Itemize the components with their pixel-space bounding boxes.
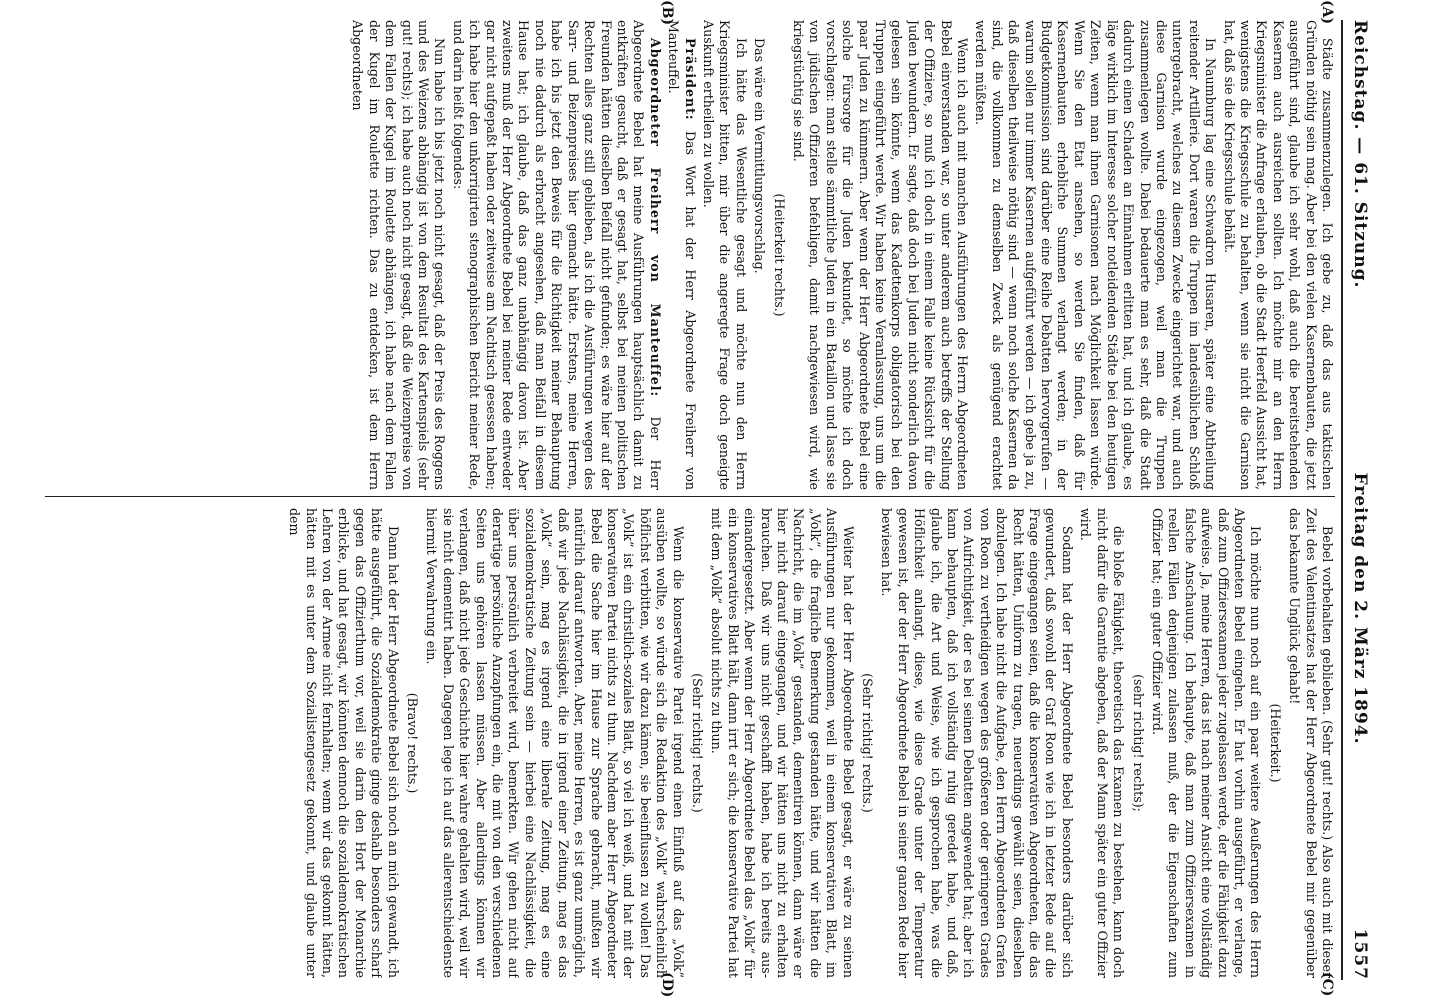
paragraph-text: (Heiterkeit rechts.): [771, 193, 787, 317]
paragraph-text: die bloße Fähigkeit, theoretisch das Examen zu bestehen, kann doch nicht dafür die Garantie abgeben, daß der Mann später ein guter Offizier wird.: [1078, 508, 1127, 978]
paragraph-text: Dann hat der Herr Abgeordnete Bebel sich noch an mich gewandt, ich hätte ausgeführt, die Sozialdemokratie ginge deshalb besonders scharf gegen das Offizierthum vor, weil sie darin den Hort der Monarchie erblicke, und hat gesagt, wir könnten dennoch die sozialdemokratischen Lehren von der Armee nicht fernhalten; wenn wir das gekonnt hätten, hätten mit es unter dem Sozialistengesetz gekonnt, und glaube unter dem: [287, 508, 401, 978]
speaker-name: Abgeordneter Freiherr von Manteuffel:: [647, 38, 663, 398]
paragraph: [790, 20, 970, 490]
paragraph-text: Ich hätte das Wesentliche gesagt und möchte nun den Herrn Kriegsminister bitten, mir über die angeregte Frage doch geneigte Auskunft ertheilen zu wollen.: [700, 20, 749, 490]
paragraph-text: Weiter hat der Herr Abgeordnete Bebel gesagt, er wäre zu seinen Ausführungen nur gekommen, weil in einem konservativen Blatt, im „Volk“, die fragliche Bemerkung gestanden hätte, und wir hätten die Nachricht, die im „Volk“ gestanden, dementiren können, dann wäre er hier nicht darauf eingegangen, und wir hätten uns nicht zu erhalten brauchen. Daß wir uns nicht geschafft haben, habe ich bereits auseinandergesetzt. Aber wenn der Herr Abgeordnete Bebel das „Volk“ für ein konservatives Blatt hält, dann irrt er sich; die konservative Partei hat mit dem „Volk“ absolut nichts zu thun.: [709, 508, 856, 978]
paragraph: [751, 20, 767, 490]
paragraph: [972, 20, 1218, 490]
header-date: Freitag den 2. März 1894.: [1350, 472, 1370, 745]
paragraph-text: (sehr richtig! rechts);: [1130, 674, 1146, 812]
paragraph-text: Das Wort hat der Herr Abgeordnete Freiherr von Manteuffel.: [666, 20, 698, 490]
paragraph: [349, 20, 447, 490]
margin-marker-c: (C): [1319, 972, 1335, 997]
paragraph-text: Bebel vorbehalten geblieben. (Sehr gut! rechts.) Also auch mit dieser Zeit des Valentinsatzes hat der Herr Abgeordnete Bebel mir gegenüber das bekannte Unglück gehabt!: [1287, 508, 1335, 978]
paragraph: [1266, 508, 1282, 978]
paragraph-text: Städte zusammenzulegen. Ich gebe zu, daß das aus taktischen Gründen nöthig sein mag. Aber bei den vielen Kasernenbauten, die jetzt ausgeführt sind, glaube ich sehr wohl, daß auch die bereitstehenden Kasernen auch ausreichen sollten. Ich möchte mir an den Herrn Kriegsminister die Anfrage erlauben, ob die Stadt Heerfeld Aussicht hat, wenigstens die Kriegsschule zu behalten, wenn sie nicht die Garnison hat, daß sie die Kriegsschule behält.: [1221, 20, 1335, 490]
paragraph: [859, 508, 875, 978]
paragraph-text: (Bravo! rechts.): [405, 692, 421, 794]
paragraph-text: Das wäre ein Vermittlungsvorschlag.: [752, 38, 768, 274]
column-divider: [45, 496, 1335, 497]
header-session: Reichstag. — 61. Sitzung.: [1350, 20, 1370, 289]
paragraph: [404, 508, 420, 978]
paragraph-text: Wenn ich auch mit manchen Ausführungen des Herrn Abgeordneten Bebel einverstanden war, so unter anderem auch betreffs der Stellung der Offiziere, so muß ich doch in einem Falle keine Rücksicht für die Juden bewundern. Er sagte, daß doch bei Juden nicht sonderlich davon gelesen sein könnte, wenn das Kadettenkorps obligatorisch bei den Truppen eingeführt werde. Wir haben keine Veranlassung, uns um die paar Juden zu kümmern. Aber wenn der Herr Abgeordnete Bebel eine solche Fürsorge für die Juden bekundet, so möchte ich doch vorschlagen: man stelle sämmtliche Juden in ein Bataillon und lasse sie von jüdischen Offizieren befehligen, damit nachgewiesen wird, wie kriegstüchtig sie sind.: [791, 20, 971, 490]
paragraph: [286, 508, 401, 978]
paragraph-text: Sodann hat der Herr Abgeordnete Bebel besonders darüber sich gewundert, daß sowohl der Graf Roon wie ich in letzter Rede auf die Frage eingegangen seien, daß die konservativen Abgeordneten, die das Recht hätten, Uniform zu tragen, neuerdings gewählt seien, dieselben abzulegen. Ich habe nicht die Aufgabe, den Herrn Abgeordneten Grafen von Roon zu vertheidigen wegen des größeren oder geringeren Grades von Aufrichtigkeit, der es bei seinen Debatten angewendet hat; aber ich kann behaupten, daß ich vollständig ruhig geredet habe, und daß, glaube ich, die Art und Weise, wie ich gesprochen habe, was die Höflichkeit anlangt, diese, wie diese Grade unter der Temperatur gewesen ist, der der Herr Abgeordnete Bebel in seiner ganzen Rede hier bewiesen hat.: [879, 508, 1075, 978]
paragraph: [689, 508, 705, 978]
margin-marker-b: (B): [659, 0, 675, 26]
paragraph: [1149, 508, 1264, 978]
paragraph-text: (Sehr richtig! rechts.): [689, 673, 705, 813]
right-column: [35, 508, 1335, 978]
paragraph: [665, 20, 698, 490]
paragraph-text: (Sehr richtig! rechts.): [860, 673, 876, 813]
speaker-name: Präsident:: [682, 38, 698, 121]
paragraph-text: (Heiterkeit.): [1267, 703, 1283, 783]
paragraph: [423, 508, 686, 978]
header-rule: [1341, 20, 1343, 980]
paragraph-text: Wenn die konservative Partei irgend einen Einfluß auf das „Volk“ ausüben wollte, so würde sich die Redaktion des „Volk“ wahrscheinlich höflichst verbitten, wie wir dazu kämen, sie beeinflussen zu wollen! Das „Volk“ ist ein christlich-soziales Blatt, so viel ich weiß, und hat mit der konservativen Partei nichts zu thun. Nachdem aber Herr Abgeordneter Bebel die Sache hier im Hause zur Sprache gebracht, mußten wir natürlich darauf antworten. Aber, meine Herren, es ist ganz unmöglich, daß wir jede Nachlässigkeit, die in irgend einer Zeitung, mag es das „Volk“ sein, mag es irgend eine liberale Zeitung, mag es eine sozialdemokratische Zeitung sein — hierbei eine Nachlässigkeit, die über uns persönlich verbreitet wird, bemerkten. Wir gehen nicht auf derartige persönliche Anzapfungen ein, die mit von den verschiedenen Seiten uns gehören lassen müssen. Aber allerdings können wir verlangen, daß nicht jede Geschichte hier wahre gehalten wird, weil wir sie nicht dementirt haben. Dagegen lege ich auf das allerentschiedenste hiermit Verwahrung ein.: [424, 508, 686, 978]
paragraph: [449, 20, 662, 490]
paragraph: [1220, 20, 1335, 490]
margin-marker-a: (A): [1319, 0, 1335, 25]
paragraph-text: Ich möchte nun noch auf ein paar weitere Aeußerungen des Herrn Abgeordneten Bebel eingehen. Er hat vorhin ausgeführt, er verlange, daß zum Offiziersexamen jeder zugelassen werde, der die Fähigkeit dazu aufweise. Ja, meine Herren, das ist nach meiner Ansicht eine vollständig falsche Anschauung. Ich behaupte, daß man zum Offiziersexamen in reellen Fällen denjenigen zulassen muß, der die Eigenschaften zum Offizier hat; ein guter Offizier wird.: [1149, 508, 1264, 978]
page-header: [1345, 20, 1375, 980]
paragraph: [700, 20, 749, 490]
paragraph-text: Nun habe ich bis jetzt noch nicht gesagt, daß der Preis des Roggens und des Weizens abhängig ist von dem Resultat des Kartenspiels (sehr gut! rechts); ich habe auch noch nicht gesagt, daß die Weizenpreise von dem Fallen der Kugel im Roulette abhängen, ich habe nach dem Fallen der Kugel im Roulette richten. Das zu entdecken, ist dem Herrn Abgeordneten: [350, 20, 448, 490]
paragraph: [770, 20, 786, 490]
paragraph: [1077, 508, 1126, 978]
paragraph: [1129, 508, 1145, 978]
paragraph: [708, 508, 856, 978]
paragraph-text: Der Herr Abgeordnete Bebel hat meine Ausführungen hauptsächlich damit zu entkräften gesucht, daß er gesagt hat, selbst bei meinen politischen Freunden hätten dieselben Beifall nicht gefunden; es wäre hier auf der Rechten alles ganz still geblieben, als ich die Ausführungen wegen des Sarr- und Beizenpreises hier gemacht hätte. Erstens, meine Herren, habe ich bis jetzt den Beweis für die Richtigkeit meiner Behauptung noch nie dadurch als erbracht angesehen, daß man Beifall in diesem Hause hat; ich glaube, daß das ganz unabhängig davon ist. Aber zweitens muß der Herr Abgeordnete Bebel bei meiner Rede entweder gar nicht aufgepaßt haben oder zeitweise am Nachtisch gesessen haben; ich habe hier den unkorrigirten stenographischen Bericht meiner Rede, und darin heißt folgendes:: [450, 20, 663, 490]
paragraph: [1286, 508, 1335, 978]
paragraph: [878, 508, 1075, 978]
left-column: [35, 20, 1335, 490]
page-number: 1557: [1350, 928, 1370, 980]
paragraph-text: In Naumburg lag eine Schwadron Husaren, später eine Abtheilung reitender Artillerie. Dort waren die Truppen im landesüblichen Schloß untergebracht, welches zu diesem Zwecke eingerichtet war, und auch diese Garnison wurde eingezogen, weil man die Truppen zusammenlegen wollte. Dabei bedauerte man es sehr, daß die Stadt dadurch einen Schaden an Einnahmen erlitten hat, und ich glaube, es läge wirklich im Interesse solcher notleidenden Städte bei den heutigen Zeiten, wenn man ihnen Garnisonen nach Möglichkeit lassen würde. Wenn Sie den Etat ansehen, so werden Sie finden, daß für Kasernenbauten erhebliche Summen verlangt werden; in der Budgetkommission sind darüber eine Reihe Debatten hervorgerufen — warum sollen nur immer Kasernen aufgeführt werden — ich gebe ja zu, daß dieselben theilweise nöthig sind — wenn noch solche Kasernen da sind, die vollkommen zu demselben Zweck als genügend erachtet werden müßten.: [973, 20, 1219, 490]
margin-marker-d: (D): [659, 972, 675, 998]
